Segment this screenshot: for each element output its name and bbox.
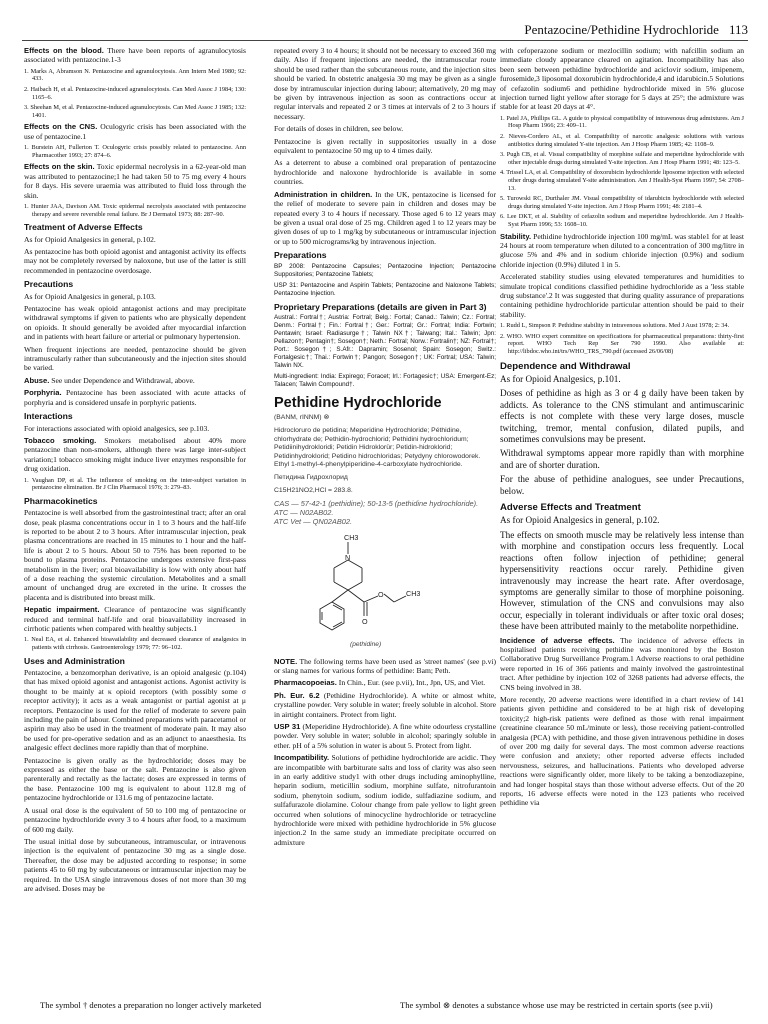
run-in-heading: Hepatic impairment. — [24, 605, 100, 615]
section-heading: Interactions — [24, 411, 73, 422]
paragraph-text: In Chin., Eur. (see p.vii), Int., Jpn, US, and Viet. — [338, 678, 486, 688]
section-heading: Uses and Administration — [24, 655, 125, 666]
section-heading: Preparations — [274, 250, 327, 261]
column-middle — [274, 46, 496, 850]
registry-code: CAS — 57-42-1 (pethidine); 50-13-5 (pethidine hydrochloride). — [274, 499, 479, 509]
reference-item: 1. Burstein AH, Fullerton T. Oculogyric crisis possibly related to pentazocine. Ann Pharmacother 1993; 27: 874–6. — [24, 144, 246, 159]
paragraph: As for Opioid Analgesics in general, p.102. — [24, 234, 156, 244]
section-heading: Proprietary Preparations (details are given in Part 3) — [274, 301, 487, 312]
paragraph — [24, 46, 246, 65]
section-heading: Adverse Effects and Treatment — [500, 502, 641, 514]
paragraph-text: (Meperidine Hydrochloride). A fine white odourless crystalline powder. Very soluble in water; soluble in alcohol; sparingly soluble in ether. pH of a 5% solution in water is about 5. Protect from light. — [274, 721, 496, 750]
paragraph: Pentazocine has weak opioid antagonist actions and may precipitate withdrawal symptoms if given to patients who are physically dependent on opioids. It should generally be avoided after myocardial infarction and in patients with heart failure or arterial or pulmonary hypertension. — [24, 304, 246, 342]
paragraph: with cefoperazone sodium or mezlocillin sodium; with nafcillin sodium an immediate cloudy appearance cleared on agitation. Incompatibility has also been seen between pethidine hydrochloride and aciclovir sodium, imipenem, furosemide,3 liposomal doxorubicin hydrochloride,4 and idarubicin.5 Solutions of cefazolin sodium6 and pethidine hydrochloride mixed in 5% glucose injection turned light yellow after storage for 5 days at 25°; the admixture was stable for at least 20 days at 4°. — [500, 46, 744, 112]
paragraph-text: Oculogyric crisis has been associated with the use of pentazocine.1 — [24, 122, 246, 141]
paragraph: For details of doses in children, see below. — [274, 124, 404, 134]
section-heading: Precautions — [24, 279, 74, 290]
header-title: Pentazocine/Pethidine Hydrochloride — [524, 22, 719, 37]
paragraph: repeated every 3 to 4 hours; it should not be necessary to exceed 360 mg daily. Also if frequent injections are needed, the intramuscular route should be used rather than the subcutaneous route, and the injection sites should be varied. In obstetric analgesia 30 mg may be given as a single dose by intramuscular injection during labour; alternatively, 20 mg may be given by intravenous injection as soon as contractions occur at regular intervals and repeated 2 or 3 times at intervals of 2 to 3 hours if necessary. — [274, 46, 496, 121]
paragraph — [24, 436, 246, 474]
reference-item: 2. Nieves-Cordero AL, et al. Compatibility of narcotic analgesic solutions with various antibiotics during simulated Y-site injection. Am J Hosp Pharm 1985; 42: 1108–9. — [500, 133, 744, 148]
paragraph — [274, 722, 496, 750]
structure-atom-o2: O — [378, 590, 384, 600]
paragraph — [274, 691, 496, 719]
run-in-heading: Incidence of adverse effects. — [500, 635, 615, 645]
run-in-heading: Incompatibility. — [274, 753, 330, 763]
column-left — [24, 46, 246, 896]
synonyms-text: (BANM, rINNM) ⊗ — [274, 414, 330, 422]
run-in-heading: Porphyria. — [24, 388, 62, 398]
synonyms-text: Петидина Гидрохлорид — [274, 473, 348, 481]
synonyms-text: C15H21NO2,HCl = 283.8. — [274, 486, 353, 494]
header-rule — [22, 40, 748, 41]
structure-atom-n: N — [345, 553, 351, 563]
pethidine-structure-diagram — [302, 532, 432, 650]
paragraph: The usual initial dose by subcutaneous, intramuscular, or intravenous injection is the equivalent of pentazocine 30 mg as a single dose. Thereafter, the dose may be adjusted according to response; in some patients 45 to 60 mg by subcutaneous or intramuscular injection may be required. In the USA single intravenous doses of not more than 30 mg are advised. Doses may be — [24, 836, 246, 893]
paragraph — [274, 753, 496, 847]
page-number: 113 — [728, 22, 748, 37]
paragraph-text: Toxic epidermal necrolysis in a 62-year-old man was attributed to pentazocine;1 he had taken 50 to 75 mg every 4 hours for 8 days. His severe uraemia was attributed to fluid loss through the skin. — [24, 162, 247, 200]
paragraph — [24, 122, 246, 141]
section-heading: Treatment of Adverse Effects — [24, 222, 143, 233]
paragraph — [24, 162, 246, 200]
paragraph: More recently, 20 adverse reactions were identified in a chart review of 141 patients given pethidine and considered to be at high risk of developing toxicity;2 high-risk patients were defined as those with renal impairment (creatinine clearance 50 mL/minute or less), those receiving patient-controlled analgesia (PCA) with pethidine, and those given intravenous pethidine in doses of over 200 mg daily for several days. The most common adverse reactions were confusion and anxiety; other reported adverse effects included nervousness, seizures, and hallucinations. Patients who developed adverse reactions were significantly older, more likely to be taking a benzodiazepine, and had longer hospital stays than those without adverse effects. Out of the 20 reports, 16 adverse effects were noted in the 123 patients who received pethidine via — [500, 694, 744, 808]
reference-item: 1. Hunter JAA, Davison AM. Toxic epidermal necrolysis associated with pentazocine therapy and severe reversible renal failure. Br J Dermatol 1973; 88: 287–90. — [24, 203, 246, 218]
paragraph — [500, 232, 744, 270]
paragraph-text: In the UK, pentazocine is licensed for the relief of moderate to severe pain in children and doses may be repeated every 3 to 4 hours if necessary. Those aged 6 to 12 years may be given a usual oral dose of 25 mg. Children aged 1 to 12 years may be given doses of up to 1 mg/kg by subcutaneous or intramuscular injection or up to 500 micrograms/kg by intravenous injection. — [274, 189, 496, 246]
run-in-heading: Effects on the blood. — [24, 46, 104, 55]
paragraph-text: Pentazocine has been associated with acute attacks of porphyria and is considered unsafe in porphyric patients. — [24, 388, 246, 407]
paragraph-text: Clearance of pentazocine was significantly reduced and terminal half-life and oral bioavailability increased in cirrhotic patients when compared with healthy subjects.1 — [24, 605, 246, 633]
paragraph: Pentazocine, a benzomorphan derivative, is an opioid analgesic (p.104) that has mixed opioid agonist and antagonist actions. Agonist activity is thought to be mainly at κ opioid receptors (with possibly some σ receptor activity); it acts as a weak antagonist or partial agonist at μ receptors. Pentazocine is used for the relief of moderate to severe pain including the pain of labour. Combined preparations with paracetamol or aspirin may also be used in the treatment of moderate pain. It may also be used for pre-operative sedation and as an adjunct to anaesthesia. Its analgesic effect declines more rapidly than that of morphine. — [24, 668, 246, 753]
footer-note-left: The symbol † denotes a preparation no longer actively marketed — [40, 1000, 262, 1010]
paragraph-text: Solutions of pethidine hydrochloride are acidic. They are incompatible with barbiturate salts and loss of clarity was also seen in an early additive study1 with other drugs including aminophylline, heparin sodium, meticillin sodium, morphine sulfate, nitrofurantoin sodium, phenytoin sodium, sodium iodide, sulfadiazine sodium, and sulfafurazole diolamine. Colour change from pale yellow to light green occurred when solutions of minocycline hydrochloride or tetracycline hydrochloride were mixed with pethidine hydrochloride in 5% glucose injection.2 In the same study an immediate precipitate occurred on admixture — [274, 753, 497, 847]
paragraph-text: There have been reports of agranulocytosis associated with pentazocine.1-3 — [24, 46, 246, 65]
run-in-heading: Stability. — [500, 231, 532, 241]
reference-item: 1. Patel JA, Phillips GL. A guide to physical compatibility of intravenous drug admixtures. Am J Hosp Pharm 1966; 23: 409–11. — [500, 114, 744, 130]
structure-atom-ch3-top: CH3 — [344, 533, 359, 543]
paragraph — [24, 605, 246, 633]
paragraph: As for Opioid Analgesics in general, p.103. — [24, 291, 156, 301]
reference-item: 6. Lee DKT, et al. Stability of cefazolin sodium and meperidine hydrochloride. Am J Health-Syst Pharm 1996; 53: 1608–10. — [500, 213, 744, 228]
paragraph-text: Pethidine hydrochloride injection 100 mg/mL was stable1 for at least 24 hours at room temperature when diluted to a concentration of 300 mg/litre in glucose 5% and 4% and in sodium chloride injection (0.9%) and sodium chloride injection (0.9%) diluted 1 in 5. — [500, 231, 744, 269]
preparations-text: BP 2008: Pentazocine Capsules; Pentazocine Injection; Pentazocine Suppositories; Pentazocine Tablets; — [274, 262, 496, 278]
reference-item: 1. Neal EA, et al. Enhanced bioavailability and decreased clearance of analgesics in patients with cirrhosis. Gastroenterology 1979; 77: 96–102. — [24, 636, 246, 651]
paragraph-text: Smokers metabolised about 40% more pentazocine than non-smokers, although there was large inter-subject variation;1 tobacco smoking might induce liver enzymes responsible for drug oxidation. — [24, 435, 247, 474]
run-in-heading: Effects on the skin. — [24, 162, 95, 172]
paragraph: As pentazocine has both opioid agonist and antagonist activity its effects may not be completely reversed by naloxone, but use of the latter is still recommended in pentazocine overdosage. — [24, 247, 246, 275]
paragraph: For interactions associated with opioid analgesics, see p.103. — [24, 423, 210, 433]
paragraph: Pentazocine is given orally as the hydrochloride; doses may be expressed as either the base or the salt. Pentazocine is also given parenterally and rectally as the lactate; doses are expressed in terms of the base. Pentazocine 100 mg is equivalent to about 112.8 mg of pentazocine hydrochloride or 131.6 mg of pentazocine lactate. — [24, 755, 246, 803]
reference-item: 3. Pugh CB, et al. Visual compatibility of morphine sulfate and meperidine hydrochloride with other injectable drugs during simulated Y-site injection. Am J Hosp Pharm 1991; 48: 123–5. — [500, 151, 744, 166]
paragraph — [500, 636, 744, 692]
reference-item: 2. Haibach H, et al. Pentazocine-induced agranulocytosis. Can Med Assoc J 1984; 130: 1165–6. — [24, 86, 246, 101]
paragraph — [274, 678, 496, 687]
run-in-heading: Effects on the CNS. — [24, 122, 98, 132]
column-right — [500, 46, 744, 811]
paragraph — [274, 190, 496, 246]
run-in-heading: NOTE. — [274, 656, 298, 666]
reference-item: 2. WHO. WHO expert committee on specifications for pharmaceutical preparations: thirty-first report. WHO Tech Rep Ser 790 1990. Also available at: http://libdoc.who.int/trs/WHO_TRS_790.pdf (accessed 26/06/08) — [500, 332, 744, 355]
run-in-heading: Pharmacopoeias. — [274, 678, 337, 688]
paragraph: Doses of pethidine as high as 3 or 4 g daily have been taken by addicts. As tolerance to the CNS stimulant and antimuscarinic effects is not complete with these very large doses, muscle twitching, tremor, mental confusion, dilated pupils, and sometimes convulsions may be present. — [500, 388, 744, 445]
paragraph: Accelerated stability studies using elevated temperatures and humidities to simulate tropical conditions classified pethidine hydrochloride as a 'less stable drug substance'.2 It was suggested that during quality assurance of preparations containing pethidine hydrochloride particular attention should be paid to their stability. — [500, 272, 744, 319]
reference-item: 4. Trissel LA, et al. Compatibility of doxorubicin hydrochloride liposome injection with selected other drugs during simulated Y-site administration. Am J Health-Syst Pharm 1997; 54: 2708–13. — [500, 169, 744, 192]
paragraph — [24, 376, 246, 385]
paragraph-text: (Pethidine Hydrochloride). A white or almost white, crystalline powder. Very soluble in water; freely soluble in alcohol. Store in airtight containers. Protect from light. — [274, 690, 496, 719]
structure-atom-o1: O — [362, 617, 368, 627]
run-in-heading: Ph. Eur. 6.2 — [274, 690, 320, 700]
paragraph: Withdrawal symptoms appear more rapidly than with morphine and are of shorter duration. — [500, 448, 744, 470]
paragraph: A usual oral dose is the equivalent of 50 to 100 mg of pentazocine or pentazocine hydrochloride every 3 to 4 hours after food, to a maximum of 600 mg daily. — [24, 805, 246, 834]
paragraph: Pentazocine is given rectally in suppositories usually in a dose equivalent to pentazocine 50 mg up to 4 times daily. — [274, 136, 496, 156]
run-in-heading: Tobacco smoking. — [24, 435, 97, 445]
preparations-text: USP 31: Pentazocine and Aspirin Tablets; Pentazocine and Naloxone Tablets; Pentazocine Injection. — [274, 281, 496, 297]
paragraph: The effects on smooth muscle may be relatively less intense than with morphine and constipation occurs less frequently. Local reactions often follow injection of pethidine; general hypersensitivity reactions occur rarely. Pethidine given intravenously may increase the heart rate. After overdosage, symptoms are generally similar to those of morphine poisoning. However, stimulation of the CNS and convulsions may also occur, especially in tolerant individuals or after toxic oral doses; these have been attributed mainly to the metabolite norpethidine. — [500, 529, 744, 632]
paragraph: When frequent injections are needed, pentazocine should be given intramuscularly rather than subcutaneously and the injection sites should be varied. — [24, 344, 246, 373]
paragraph-text: The incidence of adverse effects in hospitalised patients receiving pethidine was monitored by the Boston Collaborative Drug Surveillance Program.1 Adverse reactions to oral pethidine were reported in 16 of 366 patients and mainly involved the gastrointestinal tract. After pethidine by injection 102 of 3268 patients had adverse effects, the CNS being involved in 38. — [500, 635, 744, 692]
paragraph: For the abuse of pethidine analogues, see under Precautions, below. — [500, 474, 744, 496]
reference-item: 3. Sheehan M, et al. Pentazocine-induced agranulocytosis. Can Med Assoc J 1985; 132: 1401. — [24, 104, 246, 119]
paragraph — [274, 657, 496, 676]
paragraph: As for Opioid Analgesics, p.101. — [500, 374, 621, 384]
run-in-heading: USP 31 — [274, 721, 301, 731]
reference-item: 5. Turowski RC, Durthaler JM. Visual compatibility of idarubicin hydrochloride with selected drugs during simulated Y-site injection. Am J Hosp Pharm 1991; 48: 2181–4. — [500, 195, 744, 210]
registry-code: ATC — N02AB02. — [274, 508, 334, 518]
monograph-title: Pethidine Hydrochloride — [274, 394, 442, 411]
structural-formula — [302, 532, 496, 652]
paragraph-text: See under Dependence and Withdrawal, above. — [51, 375, 195, 385]
reference-item: 1. Marks A, Abramson N. Pentazocine and agranulocytosis. Ann Intern Med 1980; 92: 433. — [24, 67, 246, 83]
footer-note-right: The symbol ⊗ denotes a substance whose use may be restricted in certain sports (see p.vii) — [400, 1000, 713, 1010]
paragraph-text: The following terms have been used as 'street names' (see p.vi) or slang names for various forms of pethidine: Bam; Peth. — [274, 656, 496, 675]
run-in-heading: Administration in children. — [274, 189, 373, 199]
preparations-text: Austral.: Fortral†; Austria: Fortral; Belg.: Fortal; Canad.: Talwin; Cz.: Fortral; Denm.: Fortral†; Fin.: Fortral†; Ger.: Fortral; Gr.: Fortral; India: Fortwin; Pentawin; Israel: Radiasurge†; Talwin NX†; Taiwang; Ital.: Talwin; Jpn: Pellazon†; Pentagin†; Sosegon†; Neth.: Fortral; Norw.: Fortralin†; NZ: Fortral†; Port.: Sosegon†; S.Afr.: Dapramin; Sosenol; Spain: Sosegon; Switz.: Fortalgesic†; Thai.: Fortwin†; Pangon; Sosegon†; UK: Fortral; USA: Talwin; Talwin NX. — [274, 313, 496, 369]
preparations-text: Multi-ingredient: India: Expirego; Foracet; Irl.: Fortagesic†; USA: Emergent-Ez; Talacen; Talwin Compound†. — [274, 372, 496, 388]
reference-item: 1. Rudd L, Simpson P. Pethidine stability in intravenous solutions. Med J Aust 1978; 2: 34. — [500, 322, 730, 330]
paragraph: As for Opioid Analgesics in general, p.102. — [500, 515, 660, 526]
section-heading: Pharmacokinetics — [24, 495, 98, 506]
reference-item: 1. Vaughan DP, et al. The influence of smoking on the inter-subject variation in pentazocine elimination. Br J Clin Pharmacol 1976; 3: 279–83. — [24, 476, 246, 492]
structure-atom-ch3: CH3 — [406, 589, 421, 599]
run-in-heading: Abuse. — [24, 375, 50, 385]
running-header — [524, 22, 748, 38]
registry-code: ATC Vet — QN02AB02. — [274, 517, 353, 527]
section-heading: Dependence and Withdrawal — [500, 360, 631, 372]
paragraph: As a deterrent to abuse a combined oral preparation of pentazocine hydrochloride and naloxone hydrochloride is available in some countries. — [274, 158, 496, 187]
synonyms-text: Hidrocloruro de petidina; Meperidine Hydrochloride; Péthidine, chlorhydrate de; Pethidin-hydrochlorid; Pethidini hydrochloridum; Petidiinihydrokloridi; Petidin Hidroklorür; Petidin-hidroklorid; Petidinhydroklorid; Petidino hidrochloridas; Petydyny chlorowodorek. Ethyl 1-methyl-4-phenylpiperidine-4-carboxylate hydrochloride. — [274, 426, 481, 469]
paragraph: Pentazocine is well absorbed from the gastrointestinal tract; after an oral dose, peak plasma concentrations occur in 1 to 3 hours and the half-life is reported to be about 2 to 3 hours. After intramuscular injection, peak plasma concentrations are reached in 15 minutes to 1 hour and the half-life is about 2 to 5 hours. About 50 to 75% has been reported to be bound to plasma proteins. Pentazocine undergoes extensive first-pass metabolism in the liver; oral bioavailability is low with only about half of a dose reaching the systemic circulation. Metabolites and a small amount of unchanged drug are excreted in the urine. It crosses the placenta and is distributed into breast milk. — [24, 508, 246, 602]
paragraph — [24, 388, 246, 407]
structure-caption: (pethidine) — [350, 641, 382, 649]
